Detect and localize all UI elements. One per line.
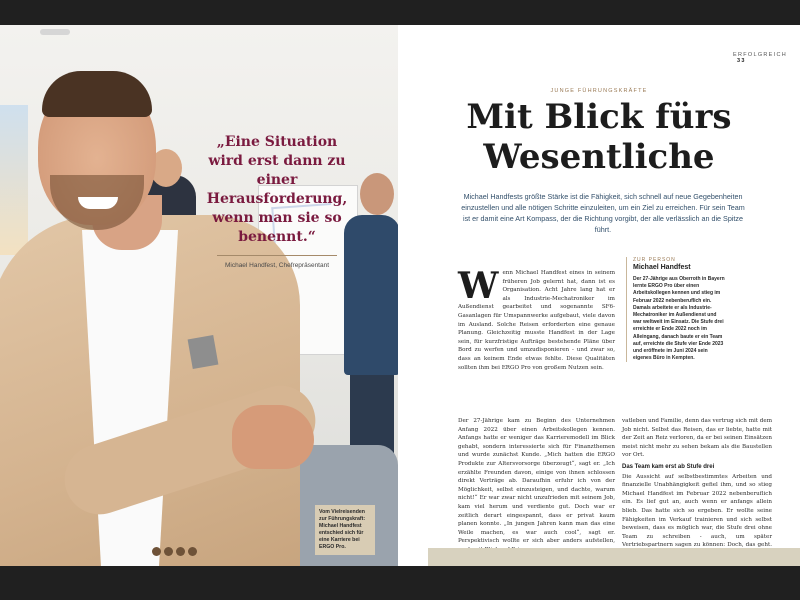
article-column-1-top — [458, 265, 615, 372]
sidebar-text: Der 27-Jährige aus Oberroth in Bayern lernte ERGO Pro über einen Arbeitskollegen kennen und stieg im Februar 2022 nebenberuflich ein. Damals arbeitete er als Industrie-Mechatroniker im Außendienst und war weltweit im Einsatz. Die Stufe drei erreichte er Ende 2022 noch im Alleingang, danach baute er ein Team auf, erreichte die Stufe vier Ende 2023 und eröffnete im Juni 2024 sein eigenes Büro in Kempten. — [633, 276, 725, 362]
pull-quote-text: „Eine Situation wird erst dann zu einer Herausforderung, wenn man sie so benennt.“ — [206, 134, 348, 245]
portrait-hand — [232, 405, 314, 469]
article-headline — [398, 97, 800, 177]
ceiling-light — [40, 29, 70, 35]
portrait-hair — [42, 71, 152, 117]
pull-quote — [200, 133, 354, 269]
presenter-head — [360, 173, 394, 215]
paragraph-1: enn Michael Handfest eines in seinem früheren Job gelernt hat, dann ist es Organisation. Acht Jahre lang hat er als Industrie-Mechatroniker im Außendienst gearbeitet und sogenannte SF6-Gasanlagen für Umspannwerke aufgebaut, viele davon im Ausland. Solche Reisen erforderten eine genaue Planung. Gleichzeitig musste Handfest in der Lage sein, für kurzfristige Aufträge bestehende Pläne über Bord zu werfen und umzudisponieren - und zwar so, dass an keinem Ende etwas fehlte. Diese Qualitäten sollten ihm bei ERGO Pro von großem Nutzen sein. — [458, 270, 615, 371]
article-subhead: Das Team kam erst ab Stufe drei — [622, 463, 715, 470]
page-number: 33 — [737, 58, 746, 64]
wall-poster — [0, 105, 28, 255]
cuff-buttons — [152, 543, 202, 553]
article-kicker: JUNGE FÜHRUNGSKRÄFTE — [550, 88, 648, 94]
photo-caption: Vom Vielreisenden zur Führungskraft: Michael Handfest entschied sich für eine Karriere bei ERGO Pro. — [315, 505, 375, 555]
paragraph-4-text: Die Aussicht auf selbstbestimmtes Arbeiten und finanzielle Unabhängigkeit gefiel ihm, und so stieg Michael Handfest im Februar 2022 nebenberuflich ein. Es lief gut an, auch wenn er anfangs allein blieb. Das hatte sich so ergeben. Er wollte seine Fähigkeiten im Verkauf trainieren und sich selbst beweisen, dass es möglich war, die Stufe drei ohne Team zu schreiben - auch, um später Vertriebspartnern sagen zu können: Doch, das geht. — [622, 473, 772, 549]
pull-quote-rule — [217, 255, 337, 256]
paragraph-2: Der 27-Jährige kam zu Beginn des Unternehmen Anfang 2022 über einen Arbeitskollegen kennen. Anfangs hatte er weniger das Karrieremodell im Blick gehabt, sondern interessierte sich für Finanzthemen und wurde zunächst Kunde. „Mich hatten die ERGO Produkte zur Altersvorsorge überzeugt“, sagt er. „Ich erzählte Freunden davon, einige von ihnen schlossen direkt Verträge ab. Daraufhin erfuhr ich von der Möglichkeit, selbst einzusteigen, und dachte, warum nicht!“ Er war zwar nicht unzufrieden mit seinem Job, kam viel herum und verdiente gut. Doch war er zeitlich derart eingespannt, dass er privat kaum planen konnte. „In jungen Jahren kann man das eine Weile machen, es war auch cool“, sagt er. Perspektivisch wollte er sich aber anders aufstellen, — [458, 418, 615, 545]
article-page — [398, 25, 800, 566]
paragraph-3: vatleben und Familie, denn das vertrug sich mit dem Job nicht. Selbst das Reisen, das er liebte, hatte mit der Zeit an Reiz verloren, da er bei seinen Einsätzen meist nicht mehr zu sehen bekam als die Baustellen vor Ort. — [622, 418, 773, 459]
article-lead: Michael Handfests größte Stärke ist die Fähigkeit, sich schnell auf neue Gegebenheiten einzustellen und alle nötigen Schritte einzuleiten, um ein Ziel zu erreichen. Für sein Team ist er damit eine Art Kompass, der die Richtung vorgibt, der alle verlässlich an die Spitze führt. — [461, 192, 745, 234]
footer-band — [428, 548, 800, 566]
viewer-top-bar — [0, 0, 800, 25]
pull-quote-author: Michael Handfest, Chefrepräsentant — [224, 262, 330, 269]
article-column-1-bottom — [458, 417, 615, 555]
article-column-2 — [622, 417, 772, 559]
pocket-square — [188, 335, 219, 369]
headline-line-1: Mit Blick fürs — [466, 97, 732, 137]
profile-sidebar — [626, 257, 772, 362]
drop-cap: W — [458, 265, 499, 307]
paragraph-4 — [622, 473, 772, 559]
viewer-bottom-bar — [0, 566, 800, 600]
photo-page — [0, 25, 398, 566]
portrait-smile — [78, 197, 118, 209]
running-head — [733, 52, 800, 64]
sidebar-kicker: ZUR PERSON — [633, 257, 676, 263]
section-name: ERFOLGREICH — [733, 52, 788, 58]
headline-line-2: Wesentliche — [483, 137, 715, 177]
sidebar-name: Michael Handfest — [633, 264, 691, 271]
